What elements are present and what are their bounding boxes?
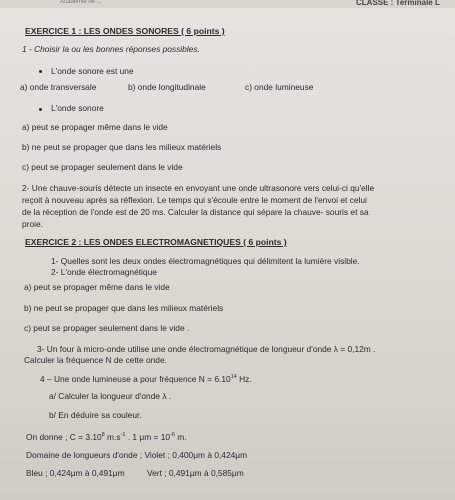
- ex2-q4a: a/ Calculer la longueur d'onde λ .: [49, 391, 172, 401]
- exercise-1-title: [25, 26, 225, 36]
- ex1-group1-title: L'onde sonore est une: [51, 66, 134, 76]
- given-prefix: On donne ; C = 3.10: [26, 431, 102, 442]
- exercise-2-title: [25, 237, 287, 247]
- ex2-option-a: a) peut se propager même dans le vide: [24, 282, 170, 292]
- ex1-group2-option-b: b) ne peut se propager que dans les milieux matériels: [22, 142, 222, 152]
- ex1-q1-intro: 1 - Choisir la ou les bonnes réponses possibles.: [22, 44, 200, 54]
- ex2-q3-line-2: Calculer la fréquence N de cette onde.: [24, 355, 167, 365]
- given-exp-2: -1: [120, 432, 126, 438]
- ex2-wavelength-domain-violet: Domaine de longueurs d'onde ; Violet ; 0,400μm à 0,424μm: [26, 450, 248, 460]
- ex1-q2-line-3: de la réception de l'onde est de 20 ms. Calculer la distance qui sépare la chauve- souris et sa: [22, 207, 369, 217]
- ex2-q1: 1- Quelles sont les deux ondes électromagnétiques qui délimitent la lumière visible.: [51, 256, 360, 266]
- ex1-group1-option-a: a) onde transversale: [20, 82, 97, 92]
- ex2-q4b: b/ En déduire sa couleur.: [49, 410, 142, 420]
- ex2-wavelength-blue: Bleu ; 0,424μm à 0,491μm: [26, 468, 125, 478]
- ex2-option-c: c) peut se propager seulement dans le vide .: [24, 323, 190, 333]
- ex1-group2-title: L'onde sonore: [51, 103, 104, 113]
- ex1-group1-option-b: b) onde longitudinale: [128, 82, 206, 92]
- given-exp-3: -6: [170, 432, 175, 438]
- exercise-1-title-text: EXERCICE 1 : LES ONDES SONORES ( 6 points ): [25, 26, 225, 36]
- ex2-q4-exponent: 14: [230, 374, 237, 380]
- ex1-q2-line-2: reçoit à nouveau après sa réflexion. Le temps qui s'écoule entre le moment de l'envoi et celui: [22, 195, 367, 205]
- given-sep: . 1 μm = 10: [125, 431, 171, 442]
- ex1-group1-option-c: c) onde lumineuse: [245, 82, 314, 92]
- ex1-q2-line-4: proie.: [22, 219, 43, 229]
- ex2-option-b: b) ne peut se propager que dans les milieux matériels: [24, 303, 224, 313]
- ex2-q2: 2- L'onde électromagnétique: [51, 267, 157, 277]
- given-end: m.: [174, 431, 187, 442]
- ex2-given-constants: [26, 430, 187, 442]
- ex1-group2-option-a: a) peut se propager même dans le vide: [22, 122, 168, 132]
- ex2-wavelength-green: Vert ; 0,491μm à 0,585μm: [147, 468, 244, 478]
- ex2-q4-text: 4 – Une onde lumineuse a pour fréquence N = 6.10: [40, 373, 231, 384]
- given-exp-1: 8: [101, 432, 105, 438]
- header-class-label: CLASSE : Terminale L: [356, 0, 440, 7]
- ex1-q2-line-1: 2- Une chauve-souris détecte un insecte en envoyant une onde ultrasonore vers celui-ci qu'elle: [22, 183, 375, 193]
- ex2-q4-unit: Hz.: [236, 373, 252, 384]
- ex2-q3-line-1: 3- Un four à micro-onde utilise une onde électromagnétique de longueur d'onde λ = 0,12m .: [37, 344, 376, 354]
- bullet-icon: [39, 108, 42, 111]
- header-left-text: Académie de ...: [60, 0, 102, 5]
- exercise-2-title-text: EXERCICE 2 : LES ONDES ELECTROMAGNETIQUES ( 6 points ): [25, 237, 287, 247]
- ex2-q4: [40, 372, 252, 384]
- bullet-icon: [39, 70, 42, 73]
- given-mid: m.s: [104, 431, 121, 442]
- ex1-group2-option-c: c) peut se propager seulement dans le vide: [22, 162, 183, 172]
